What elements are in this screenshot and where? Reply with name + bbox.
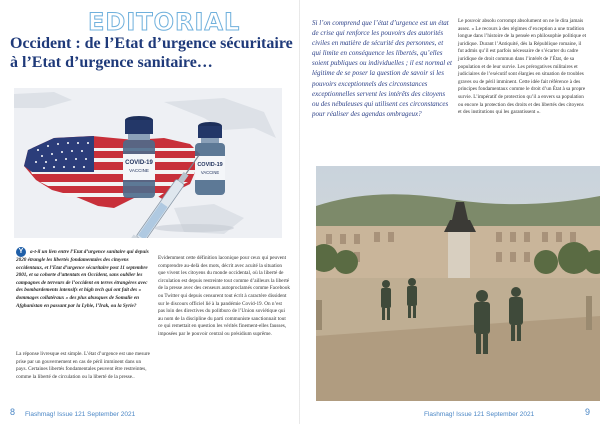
vial-sublabel: VACCINE <box>200 170 220 175</box>
dropcap-y: Y <box>16 247 26 257</box>
section-label: EDITORIAL <box>88 8 241 36</box>
body-column-2: Evidemment cette définition laconique pour ceux qui peuvent comprendre au-delà des mots, décrit avec acuité la situation que vivent les citoyens du monde occidental, où la liberté de circulation est depuis restreinte tout comme d’ailleurs la liberté de la presse avec des censeurs autoproclamés comme Facebook ou Twitter qui depuis censurent tout écrit à caractère dissident sur le discours officiel lié à la pandémie Covid-19. On n’est pas loin des directives du politburo de l’Union soviétique qui au nom de la discipline du parti communiste sanctionnait tout ce qui remettait en question les vérités finement-elles fausses, imposées par le pouvoir central ou présidium suprême. <box>158 255 290 337</box>
page-number-left: 8 <box>10 407 16 417</box>
intro-text: a-t-il un lien entre l’Etat d’urgence sanitaire qui depuis 2020 étrangle les libertés fondamentales des citoyens occidentaux, et l’Etat d’urgence sécuritaire post 11 septembre 2001, et sa cohorte d’attentats en Occident, sans oublier les campagnes de terreurs de l’occident en terres étrangères avec des bombardements intensifs et high tech qui ont fait des « dommages collatéraux » des plus abusques de Somalie en Afghanistan en passant par la Lybie, l’Irak, ou la Syrie? <box>16 249 149 309</box>
right-page <box>300 0 600 424</box>
soldiers-square-illustration <box>316 166 600 401</box>
article-headline: Occident : de l’Etat d’urgence sécuritaire à l’Etat d’urgence sanitaire… <box>10 35 293 71</box>
vaccine-illustration <box>14 88 282 238</box>
body-column-3: Le pouvoir absolu corrompt absolument on ne le dira jamais assez. « Le recours à des régimes d’exception a une tradition longue dans l’histoire de la pensée en philosophie politique et juridique. Durant l’Antiquité, dès la République romaine, il fut admis qu’il est parfois nécessaire de s’écarter du cadre juridique de droit commun dans l’intérêt de l’État, de sa population et de leur survie. Les prérogatives militaires et judiciaires de l’exécutif sont élargies en situation de troubles graves ou de péril imminent. Cette idée fait référence à des principes fondamentaux comme le droit d’un État à sa propre survie. L’impératif de protection qu’il a envers sa population ou encore la protection des droits et des libertés des citoyens et des institutions qui les garantissent ». <box>458 18 587 116</box>
body-column-1: La réponse livresque est simple. L’état d’urgence est une mesure prise par un gouvernement en cas de péril imminent dans un pays. Certaines libertés fondamentales peuvent être restreintes, comme la liberté de circulation ou la liberté de la presse.. <box>16 351 150 380</box>
vaccine-vial-left <box>123 116 155 198</box>
vial-label: COVID-19 <box>197 162 223 168</box>
city-square-photo <box>316 166 600 401</box>
intro-paragraph <box>16 247 152 310</box>
footer-right: Flashmag! Issue 121 September 2021 <box>424 411 535 418</box>
vaccine-map-photo <box>14 88 282 238</box>
vial-sublabel: VACCINE <box>129 168 149 173</box>
footer-left: Flashmag! Issue 121 September 2021 <box>25 411 136 418</box>
pull-quote: Si l’on comprend que l’état d’urgence est un état de crise qui renforce les pouvoirs des autorités civiles en matière de sécurité des personnes, et qui limite en conséquence les libertés, qu’elles soient publiques ou individuelles ; il est normal et légitime de se poser la question de savoir si les pouvoirs exceptionnels des circonstances exceptionnelles servent les intérêts des citoyens ou des nébuleuses qui utilisent ces circonstances pour réaliser des agendas ombrageux? <box>312 19 452 118</box>
vaccine-vial-right <box>195 122 225 195</box>
vial-label: COVID-19 <box>125 160 153 166</box>
page-number-right: 9 <box>585 407 591 417</box>
